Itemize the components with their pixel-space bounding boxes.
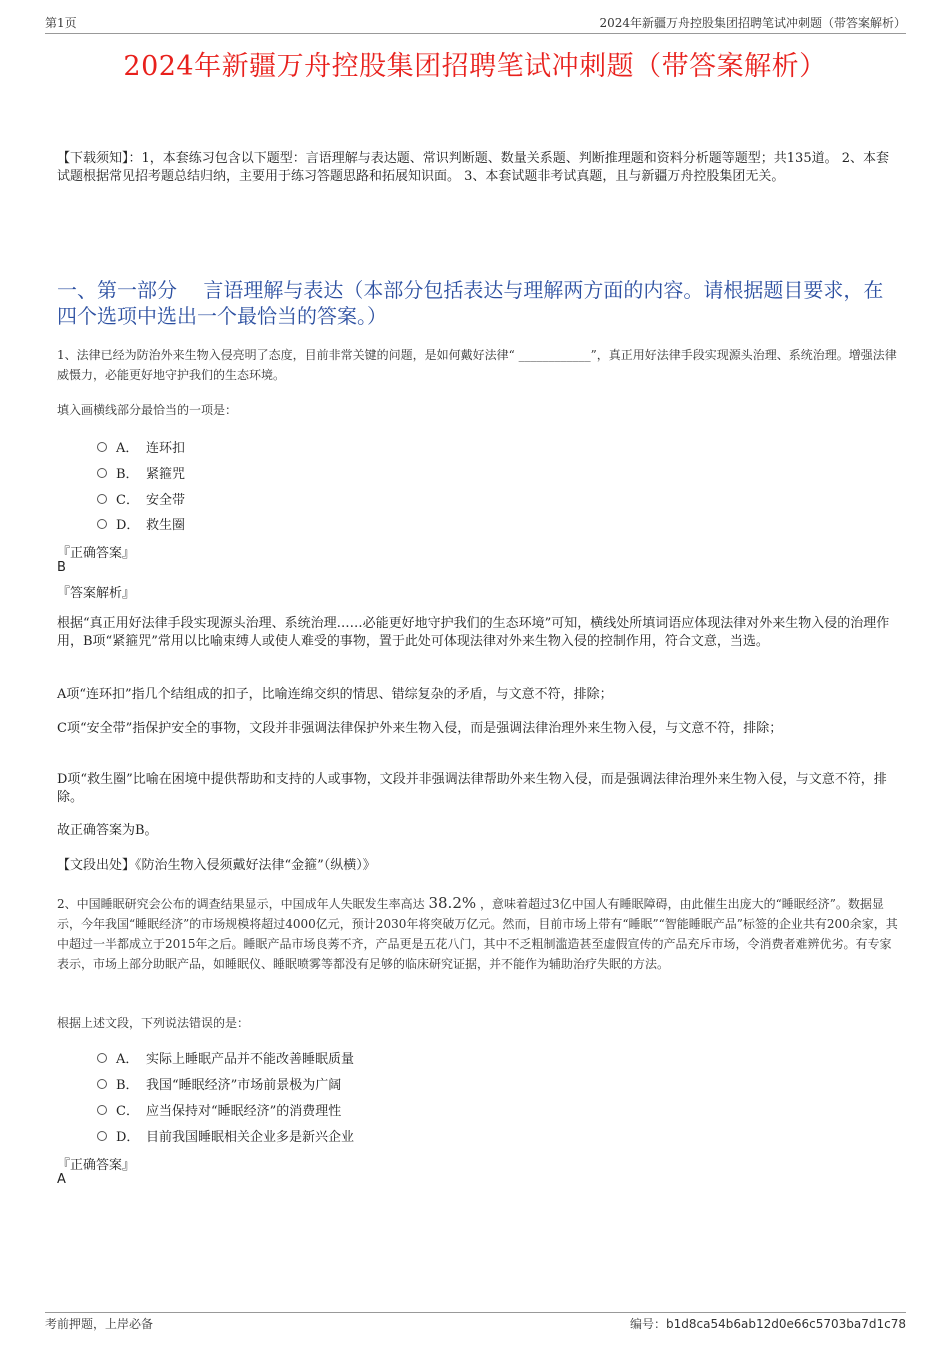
- radio-icon[interactable]: [97, 442, 107, 452]
- option-text: 实际上睡眠产品并不能改善睡眠质量: [146, 1052, 355, 1067]
- footer-slogan: 考前押题，上岸必备: [45, 1317, 154, 1331]
- question-1-option-b[interactable]: [97, 463, 185, 482]
- question-1-prompt: 填入画横线部分最恰当的一项是：: [57, 403, 238, 417]
- option-text: 应当保持对“睡眠经济”的消费理性: [146, 1104, 342, 1119]
- question-2-stem-after: ，意味着超过3亿中国人有睡眠障碍，由此催生出庞大的“睡眠经济”。数据显示，今年我国“睡眠经济”的市场规模将超过4000亿元，预计2030年将突破万亿元。然而，目前市场上带有“睡眠”“智能睡眠产品”标签的企业共有200余家，其中超过一半都成立于2015年之后。睡眠产品市场良莠不齐，产品更是五花八门，其中不乏粗制滥造甚至虚假宣传的产品充斥市场，令消费者难辨优劣。有专家表示，市场上部分助眠产品，如睡眠仪、睡眠喷雾等都没有足够的临床研究证据，并不能作为辅助治疗失眠的方法。: [57, 897, 898, 971]
- question-1-analysis-4: D项“救生圈”比喻在困境中提供帮助和支持的人或事物，文段并非强调法律帮助外来生物入侵，而是强调法律治理外来生物入侵，与文意不符，排除。: [57, 772, 887, 805]
- question-1-source: 【文段出处】《防治生物入侵须戴好法律“金箍”（纵横）》: [57, 858, 376, 873]
- question-1-option-c[interactable]: [97, 489, 185, 508]
- section-heading: 一、第一部分 言语理解与表达（本部分包括表达与理解两方面的内容。请根据题目要求，在四个选项中选出一个最恰当的答案。）: [57, 278, 884, 328]
- question-1-answer-label: 『正确答案』: [57, 546, 136, 561]
- question-1-option-a[interactable]: [97, 437, 185, 456]
- question-2-stem-math: 38.2%: [428, 894, 477, 912]
- option-letter: B．: [116, 1078, 139, 1093]
- question-1-stem: 1、法律已经为防治外来生物入侵亮明了态度，目前非常关键的问题，是如何戴好法律“ ____________”，真正用好法律手段实现源头治理、系统治理。增强法律威慑力，必能更好地守护我们的生态环境。: [57, 348, 897, 382]
- option-text: 安全带: [146, 493, 186, 508]
- option-text: 目前我国睡眠相关企业多是新兴企业: [146, 1130, 355, 1145]
- radio-icon[interactable]: [97, 519, 107, 529]
- footer-code-label: 编号：: [630, 1317, 667, 1331]
- question-1-analysis-label: 『答案解析』: [57, 586, 136, 601]
- header-doc-title: 2024年新疆万舟控股集团招聘笔试冲刺题（带答案解析）: [599, 16, 906, 30]
- footer-code: b1d8ca54b6ab12d0e66c5703ba7d1c78: [666, 1317, 906, 1331]
- document-title: 2024年新疆万舟控股集团招聘笔试冲刺题（带答案解析）: [123, 51, 827, 82]
- option-text: 我国“睡眠经济”市场前景极为广阔: [146, 1078, 342, 1093]
- question-1-analysis-2: A项“连环扣”指几个结组成的扣子，比喻连绵交织的情思、错综复杂的矛盾，与文意不符，排除；: [57, 687, 613, 702]
- footer-code-block: [630, 1315, 906, 1332]
- question-2-answer: A: [57, 1172, 66, 1187]
- option-letter: C．: [116, 493, 139, 508]
- question-1-analysis-3: C项“安全带”指保护安全的事物，文段并非强调法律保护外来生物入侵，而是强调法律治理外来生物入侵，与文意不符，排除；: [57, 721, 783, 736]
- option-letter: A．: [116, 1052, 139, 1067]
- radio-icon[interactable]: [97, 1053, 107, 1063]
- option-text: 连环扣: [146, 441, 186, 456]
- question-1-analysis-1: 根据“真正用好法律手段实现源头治理、系统治理……必能更好地守护我们的生态环境”可知，横线处所填词语应体现法律对外来生物入侵的治理作用，B项“紧箍咒”常用以比喻束缚人或使人难受的事物，置于此处可体现法律对外来生物入侵的控制作用，符合文意，当选。: [57, 616, 890, 649]
- header-divider: [45, 33, 906, 34]
- radio-icon[interactable]: [97, 468, 107, 478]
- option-text: 救生圈: [146, 518, 186, 533]
- option-letter: D．: [116, 518, 140, 533]
- radio-icon[interactable]: [97, 1079, 107, 1089]
- question-1-answer: B: [57, 560, 66, 575]
- question-2-stem-before: 2、中国睡眠研究会公布的调查结果显示，中国成年人失眠发生率高达: [57, 897, 425, 911]
- question-2-prompt: 根据上述文段，下列说法错误的是：: [57, 1016, 250, 1030]
- option-letter: D．: [116, 1130, 140, 1145]
- option-letter: B．: [116, 467, 139, 482]
- radio-icon[interactable]: [97, 494, 107, 504]
- question-2-stem: [57, 893, 902, 974]
- option-text: 紧箍咒: [146, 467, 186, 482]
- question-2-option-d[interactable]: [97, 1126, 354, 1145]
- download-notice: 【下载须知】：1，本套练习包含以下题型：言语理解与表达题、常识判断题、数量关系题、判断推理题和资料分析题等题型；共135道。 2、本套试题根据常见招考题总结归纳，主要用于练习答题思路和拓展知识面。 3、本套试题非考试真题，且与新疆万舟控股集团无关。: [57, 151, 889, 184]
- radio-icon[interactable]: [97, 1131, 107, 1141]
- radio-icon[interactable]: [97, 1105, 107, 1115]
- question-2-option-c[interactable]: [97, 1100, 341, 1119]
- question-2-answer-label: 『正确答案』: [57, 1158, 136, 1173]
- question-1-option-d[interactable]: [97, 514, 185, 533]
- option-letter: A．: [116, 441, 139, 456]
- option-letter: C．: [116, 1104, 139, 1119]
- question-2-option-a[interactable]: [97, 1048, 354, 1067]
- page-number: 第1页: [45, 16, 77, 30]
- question-1-analysis-5: 故正确答案为B。: [57, 823, 158, 838]
- question-2-option-b[interactable]: [97, 1074, 341, 1093]
- footer-divider: [45, 1312, 906, 1313]
